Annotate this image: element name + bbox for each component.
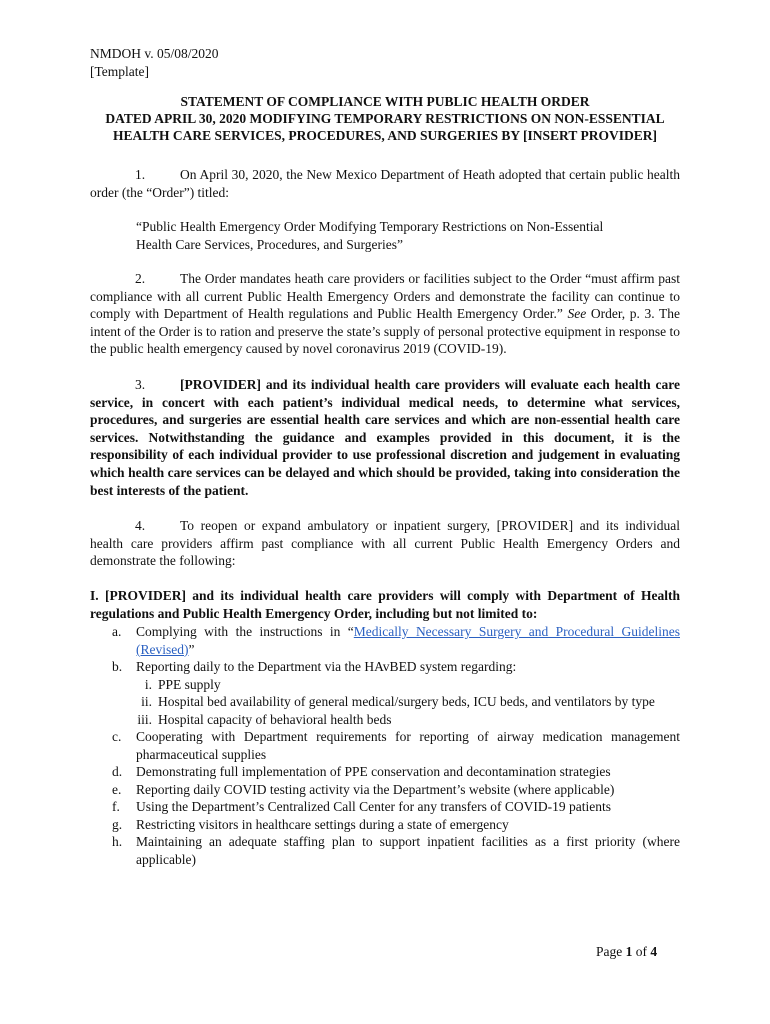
paragraph-2 <box>90 270 680 358</box>
list-text: Reporting daily COVID testing activity via the Department’s website (where applicable) <box>136 781 615 797</box>
current-page: 1 <box>625 944 633 959</box>
list-item <box>112 623 680 658</box>
list-item <box>112 798 680 816</box>
sub-list-item <box>112 676 680 694</box>
list-item <box>112 728 680 763</box>
compliance-list <box>112 623 680 868</box>
paragraph-number: 2. <box>135 271 146 286</box>
document-title <box>90 93 680 144</box>
sub-list-item <box>112 711 680 729</box>
list-label: f. <box>112 799 120 814</box>
paragraph-text: The Order mandates heath care providers or facilities subject to the Order “must affirm past compliance with all current Public Health Emergency Orders and demonstrate the facility can continue to comply with Department of Health regulations and Public Health Emergency Order.” <box>90 271 680 322</box>
title-line-3: HEALTH CARE SERVICES, PROCEDURES, AND SURGERIES BY [INSERT PROVIDER] <box>113 128 657 143</box>
sub-list-text: PPE supply <box>158 676 221 692</box>
list-item <box>112 816 680 834</box>
list-text: Reporting daily to the Department via the HAvBED system regarding: <box>136 659 517 674</box>
sub-list-label: i. <box>144 676 152 692</box>
title-line-2: DATED APRIL 30, 2020 MODIFYING TEMPORARY RESTRICTIONS ON NON-ESSENTIAL <box>105 111 665 126</box>
paragraph-text-cont: Order, p. 3. The intent of the Order is to ration and preserve the state’s supply of personal protective equipment in response to the public health emergency caused by novel coronavirus 2019 (COVID-19). <box>90 306 680 357</box>
paragraph-number: 4. <box>135 518 146 533</box>
paragraph-number: 1. <box>135 167 146 182</box>
sub-list-label: iii. <box>137 711 152 727</box>
guidelines-link[interactable]: Medically Necessary Surgery and Procedural Guidelines (Revised) <box>136 624 680 657</box>
page-number <box>596 944 657 960</box>
list-text: Complying with the instructions in “ <box>136 624 354 639</box>
page-word: Page <box>596 944 623 959</box>
version-line: NMDOH v. 05/08/2020 <box>90 46 219 61</box>
list-text: Using the Department’s Centralized Call Center for any transfers of COVID-19 patients <box>136 799 611 814</box>
paragraph-3 <box>90 376 680 499</box>
quote-line-1: “Public Health Emergency Order Modifying Temporary Restrictions on Non-Essential <box>136 219 604 234</box>
list-text: ” <box>188 641 195 657</box>
list-item <box>112 781 680 799</box>
paragraph-text: [PROVIDER] and its individual health care providers will evaluate each health care service, in concert with each patient’s individual medical needs, to determine what services, procedures, and surgeries are essential health care services and which are non-essential health care services. Notwithstanding the guidance and examples provided in this document, it is the responsibility of each individual provider to use professional discretion and judgement in evaluating which health care services can be delayed and which should be provided, taking into consideration the best interests of the patient. <box>90 377 680 498</box>
of-word: of <box>635 944 647 959</box>
total-pages: 4 <box>650 944 658 959</box>
document-header <box>90 45 219 81</box>
section-heading: I. [PROVIDER] and its individual health care providers will comply with Department of Health regulations and Public Health Emergency Order, including but not limited to: <box>90 588 680 621</box>
list-label: d. <box>112 764 123 779</box>
list-label: b. <box>112 659 123 674</box>
list-label: a. <box>112 624 122 639</box>
list-text: Restricting visitors in healthcare settings during a state of emergency <box>136 816 509 832</box>
list-label: h. <box>112 834 123 849</box>
title-line-1: STATEMENT OF COMPLIANCE WITH PUBLIC HEALTH ORDER <box>180 94 590 109</box>
list-item <box>112 763 680 781</box>
paragraph-text: To reopen or expand ambulatory or inpatient surgery, [PROVIDER] and its individual health care providers affirm past compliance with all current Public Health Emergency Orders and demonstrate the following: <box>90 518 680 569</box>
list-text: Maintaining an adequate staffing plan to support inpatient facilities as a first priority (where applicable) <box>136 834 680 867</box>
order-title-quote <box>136 218 636 254</box>
list-item <box>112 833 680 868</box>
list-label: e. <box>112 781 122 797</box>
paragraph-1 <box>90 166 680 201</box>
list-item <box>112 658 680 676</box>
paragraph-4 <box>90 517 680 570</box>
sub-list-text: Hospital capacity of behavioral health beds <box>158 711 392 727</box>
quote-line-2: Health Care Services, Procedures, and Surgeries” <box>136 237 404 252</box>
list-label: c. <box>112 729 122 744</box>
list-text: Cooperating with Department requirements for reporting of airway medication management pharmaceutical supplies <box>136 729 680 762</box>
paragraph-text: On April 30, 2020, the New Mexico Department of Heath adopted that certain public health order (the “Order”) titled: <box>90 167 680 200</box>
see-citation: See <box>567 306 587 322</box>
list-text: Demonstrating full implementation of PPE conservation and decontamination strategies <box>136 764 611 779</box>
sub-list-text: Hospital bed availability of general medical/surgery beds, ICU beds, and ventilators by type <box>158 694 655 709</box>
template-line: [Template] <box>90 64 150 79</box>
list-label: g. <box>112 816 123 832</box>
sub-list-label: ii. <box>141 694 152 709</box>
sub-list-item <box>112 693 680 711</box>
paragraph-number: 3. <box>135 377 146 392</box>
